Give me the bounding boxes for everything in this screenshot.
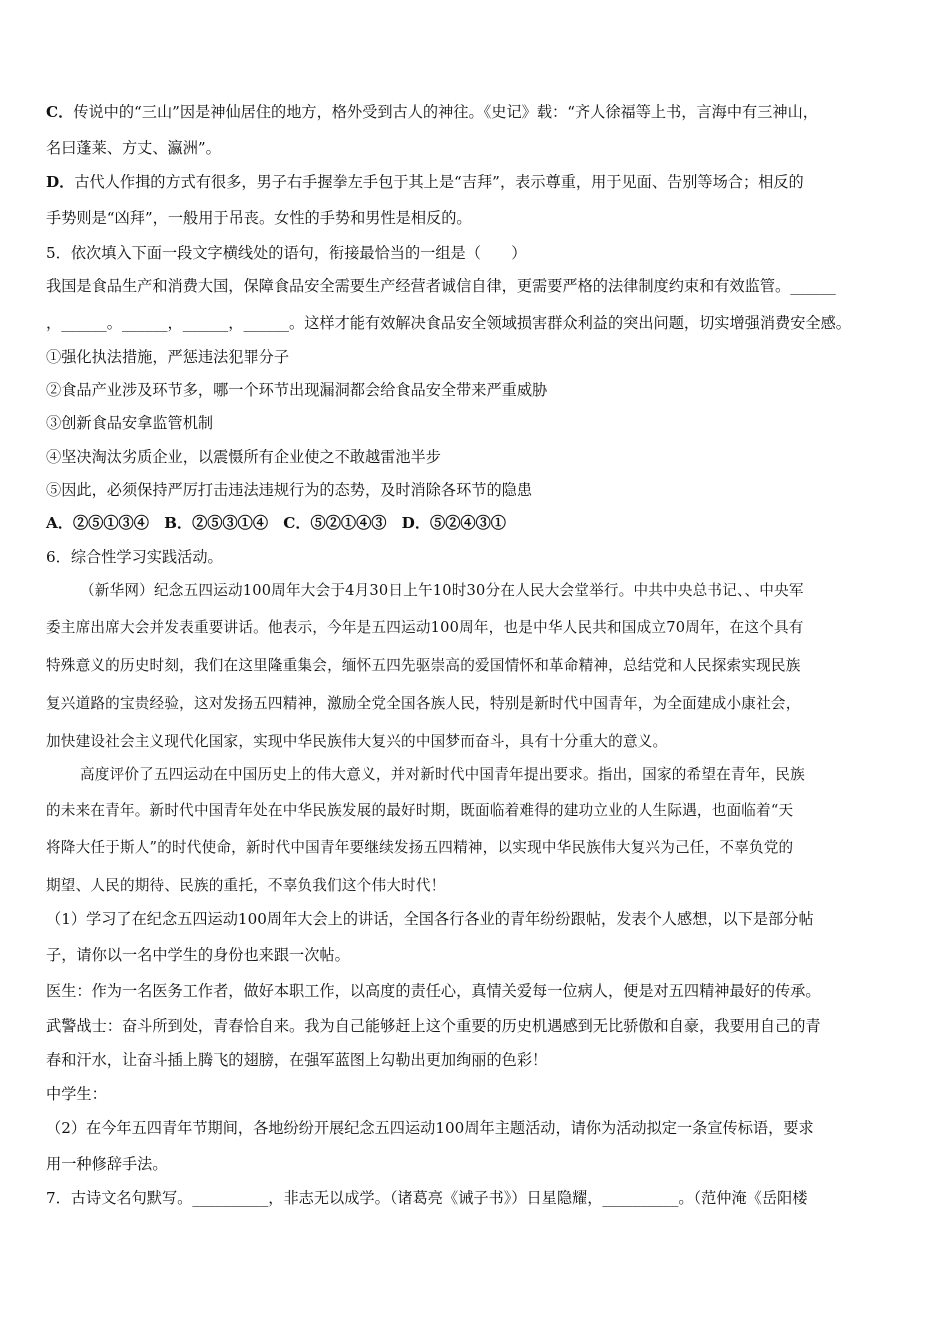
student-post-label: 中学生：: [46, 1085, 107, 1103]
sub-question-2-line-1: （2）在今年五四青年节期间，各地纷纷开展纪念五四运动100周年主题活动，请你为活动拟定一条宣传标语，要求: [46, 1119, 814, 1137]
option-d-label: D．: [46, 173, 75, 191]
passage-2-line-3: 将降大任于斯人”的时代使命，新时代中国青年要继续发扬五四精神，以实现中华民族伟大复兴为己任，不辜负党的: [46, 839, 794, 856]
question-6-stem: 6．综合性学习实践活动。: [46, 548, 223, 566]
option-c-line-1: C．传说中的“三山”因是神仙居住的地方，格外受到古人的神往。《史记》载：“齐人徐福等上书，言海中有三神山，: [46, 103, 818, 121]
option-c-label: C．: [46, 103, 74, 121]
soldier-post-line-2: 春和汗水，让奋斗插上腾飞的翅膀，在强军蓝图上勾勒出更加绚丽的色彩！: [46, 1051, 548, 1069]
question-5-item-2: ②食品产业涉及环节多，哪一个环节出现漏洞都会给食品安全带来严重威胁: [46, 381, 548, 399]
question-5-item-4: ④坚决淘汰劣质企业，以震慑所有企业使之不敢越雷池半步: [46, 448, 441, 466]
option-d-line-1: D．古代人作揖的方式有很多，男子右手握拳左手包于其上是“吉拜”，表示尊重，用于见面、告别等场合；相反的: [46, 173, 804, 191]
question-5-item-5: ⑤因此，必须保持严厉打击违法违规行为的态势，及时消除各环节的隐患: [46, 481, 532, 499]
passage-1-line-3: 特殊意义的历史时刻，我们在这里隆重集会，缅怀五四先驱崇高的爱国情怀和革命精神，总结党和人民探索实现民族: [46, 657, 801, 674]
passage-1-line-2: 委主席出席大会并发表重要讲话。他表示，今年是五四运动100周年，也是中华人民共和国成立70周年，在这个具有: [46, 619, 804, 636]
sub-question-1-line-1: （1）学习了在纪念五四运动100周年大会上的讲话，全国各行各业的青年纷纷跟帖，发表个人感想，以下是部分帖: [46, 910, 814, 928]
question-5-paragraph-line-2: ，______。______，______，______。这样才能有效解决食品安全领域损害群众利益的突出问题，切实增强消费安全感。: [46, 314, 851, 332]
passage-2-line-1: 高度评价了五四运动在中国历史上的伟大意义，并对新时代中国青年提出要求。指出，国家的希望在青年，民族: [80, 766, 805, 783]
doctor-post: 医生：作为一名医务工作者，做好本职工作，以高度的责任心，真情关爱每一位病人，便是对五四精神最好的传承。: [46, 982, 821, 1000]
question-5-options: A．②⑤①③④ B．②⑤③①④ C．⑤②①④③ D．⑤②④③①: [46, 514, 506, 532]
passage-1-line-1: （新华网）纪念五四运动100周年大会于4月30日上午10时30分在人民大会堂举行。中共中央总书记、、中央军: [80, 582, 804, 599]
question-5-paragraph-line-1: 我国是食品生产和消费大国，保障食品安全需要生产经营者诚信自律，更需要严格的法律制度约束和有效监管。______: [46, 277, 836, 295]
passage-2-line-4: 期望、人民的期待、民族的重托，不辜负我们这个伟大时代！: [46, 877, 446, 894]
passage-1-line-4: 复兴道路的宝贵经验，这对发扬五四精神，激励全党全国各族人民，特别是新时代中国青年，为全面建成小康社会，: [46, 695, 801, 712]
passage-1-line-5: 加快建设社会主义现代化国家，实现中华民族伟大复兴的中国梦而奋斗，具有十分重大的意义。: [46, 733, 668, 750]
question-7-stem: 7．古诗文名句默写。__________，非志无以成学。（诸葛亮《诫子书》）日星隐耀，__________。（范仲淹《岳阳楼: [46, 1189, 808, 1207]
sub-question-1-line-2: 子，请你以一名中学生的身份也来跟一次帖。: [46, 946, 350, 964]
sub-question-2-line-2: 用一种修辞手法。: [46, 1155, 168, 1173]
option-d-line-2: 手势则是“凶拜”，一般用于吊丧。女性的手势和男性是相反的。: [46, 209, 472, 227]
question-5-stem: 5．依次填入下面一段文字横线处的语句，衔接最恰当的一组是（ ）: [46, 244, 527, 262]
question-5-item-3: ③创新食品安拿监管机制: [46, 414, 214, 432]
option-c-line-2: 名曰蓬莱、方丈、瀛洲”。: [46, 139, 221, 157]
question-5-item-1: ①强化执法措施，严惩违法犯罪分子: [46, 348, 289, 366]
soldier-post-line-1: 武警战士：奋斗所到处，青春恰自来。我为自己能够赶上这个重要的历史机遇感到无比骄傲和自豪，我要用自己的青: [46, 1017, 821, 1035]
passage-2-line-2: 的未来在青年。新时代中国青年处在中华民族发展的最好时期，既面临着难得的建功立业的人生际遇，也面临着“天: [46, 802, 794, 819]
